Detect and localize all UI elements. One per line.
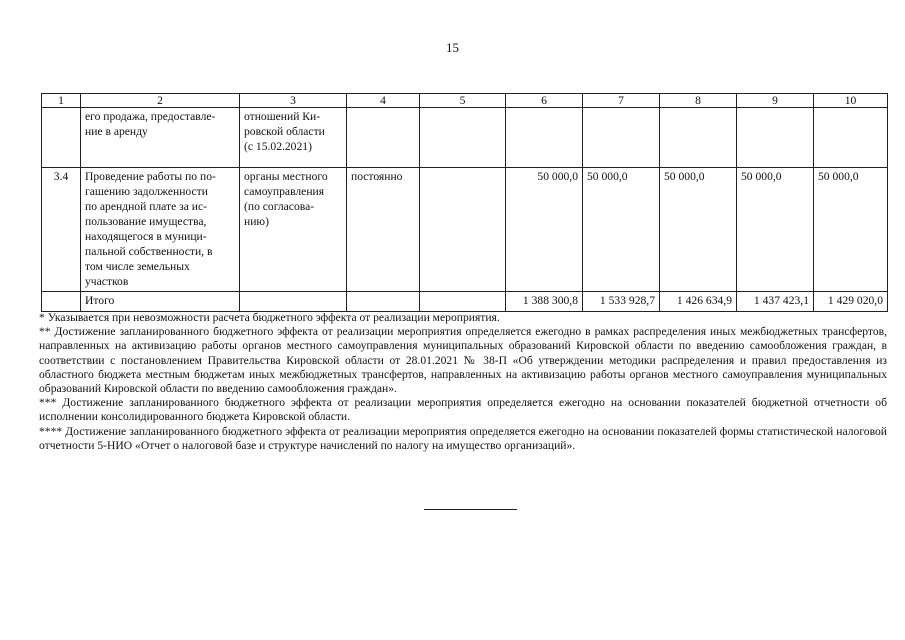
total-label: Итого — [81, 291, 240, 311]
table-cell — [347, 291, 420, 311]
table-cell — [660, 108, 737, 168]
footnote: ** Достижение запланированного бюджетного эффекта от реализации мероприятия определяется ежегодно в рамках распределения иных межбюджетных трансфертов, направленных на активизацию работы органов местного самоуправления муниципальных образований Кировской области по введению самообложения граждан, в соответствии с постановлением Правительства Кировской области от 28.01.2021 № 38-П «Об утверждении методики распределения и правил предоставления из областного бюджета местным бюджетам иных межбюджетных трансфертов, направленных на активизацию работы органов местного самоуправления муниципальных образований Кировской области по введению самообложения граждан». — [39, 325, 887, 396]
page-number: 15 — [446, 40, 459, 55]
cell-line: Проведение работы по по- — [85, 170, 216, 183]
table-cell-value: 50 000,0 — [583, 168, 660, 292]
cell-line: ровской области — [244, 125, 325, 139]
cell-line: находящегося в муници- — [85, 230, 207, 244]
total-value: 1 437 423,1 — [737, 291, 814, 311]
total-value: 1 388 300,8 — [506, 291, 583, 311]
table-row-total — [42, 291, 888, 311]
cell-line: (по согласова- — [244, 200, 315, 214]
header-cell: 3 — [240, 94, 347, 108]
cell-line: (с 15.02.2021) — [244, 140, 312, 154]
table-cell — [420, 108, 506, 168]
header-cell: 6 — [506, 94, 583, 108]
cell-line: пальной собственности, в — [85, 245, 213, 259]
table-cell-executor — [240, 108, 347, 168]
closing-rule — [424, 509, 517, 510]
footnote: * Указывается при невозможности расчета бюджетного эффекта от реализации мероприятия. — [39, 311, 500, 324]
cell-line: отношений Ки- — [244, 110, 321, 123]
cell-line: гашению задолженности — [85, 185, 208, 199]
table-cell-description — [81, 168, 240, 292]
cell-line: нию) — [244, 215, 269, 229]
cell-line: его продажа, предоставле- — [85, 110, 216, 123]
table-cell — [42, 291, 81, 311]
header-cell: 9 — [737, 94, 814, 108]
footnote: **** Достижение запланированного бюджетного эффекта от реализации мероприятия определяется ежегодно на основании показателей формы статистической налоговой отчетности 5-НИО «Отчет о налоговой базе и структуре начислений по налогу на имущество организаций». — [39, 424, 887, 452]
header-cell: 8 — [660, 94, 737, 108]
table-cell-value: 50 000,0 — [506, 168, 583, 292]
header-cell: 4 — [347, 94, 420, 108]
cell-line: самоуправления — [244, 185, 325, 199]
header-cell: 10 — [814, 94, 888, 108]
table-cell — [42, 108, 81, 168]
cell-line: том числе земельных — [85, 260, 190, 274]
table-cell — [737, 108, 814, 168]
table-cell — [240, 291, 347, 311]
table-cell — [506, 108, 583, 168]
footnotes — [39, 311, 887, 453]
total-value: 1 533 928,7 — [583, 291, 660, 311]
table-cell-value: 50 000,0 — [814, 168, 888, 292]
table-cell — [420, 291, 506, 311]
table-cell-value: 50 000,0 — [660, 168, 737, 292]
budget-effect-table — [41, 93, 888, 312]
footnote: *** Достижение запланированного бюджетного эффекта от реализации мероприятия определяется ежегодно на основании показателей бюджетной отчетности об исполнении консолидированного бюджета Кировской области. — [39, 396, 887, 424]
table-cell-value: 50 000,0 — [737, 168, 814, 292]
header-cell: 2 — [81, 94, 240, 108]
table-cell — [583, 108, 660, 168]
header-cell: 5 — [420, 94, 506, 108]
total-value: 1 426 634,9 — [660, 291, 737, 311]
table-header-row — [42, 94, 888, 108]
table-cell — [420, 168, 506, 292]
header-cell: 7 — [583, 94, 660, 108]
table-cell-description — [81, 108, 240, 168]
cell-line: по арендной плате за ис- — [85, 200, 207, 214]
table-cell — [814, 108, 888, 168]
cell-line: пользование имущества, — [85, 215, 207, 229]
row-number: 3.4 — [42, 168, 81, 292]
cell-line: ние в аренду — [85, 125, 148, 139]
table-row-continuation — [42, 108, 888, 168]
table-row-3-4 — [42, 168, 888, 292]
table-cell-term: постоянно — [347, 168, 420, 292]
cell-line: участков — [85, 275, 129, 289]
table-cell-executor — [240, 168, 347, 292]
total-value: 1 429 020,0 — [814, 291, 888, 311]
table-cell — [347, 108, 420, 168]
cell-line: органы местного — [244, 170, 328, 183]
header-cell: 1 — [42, 94, 81, 108]
